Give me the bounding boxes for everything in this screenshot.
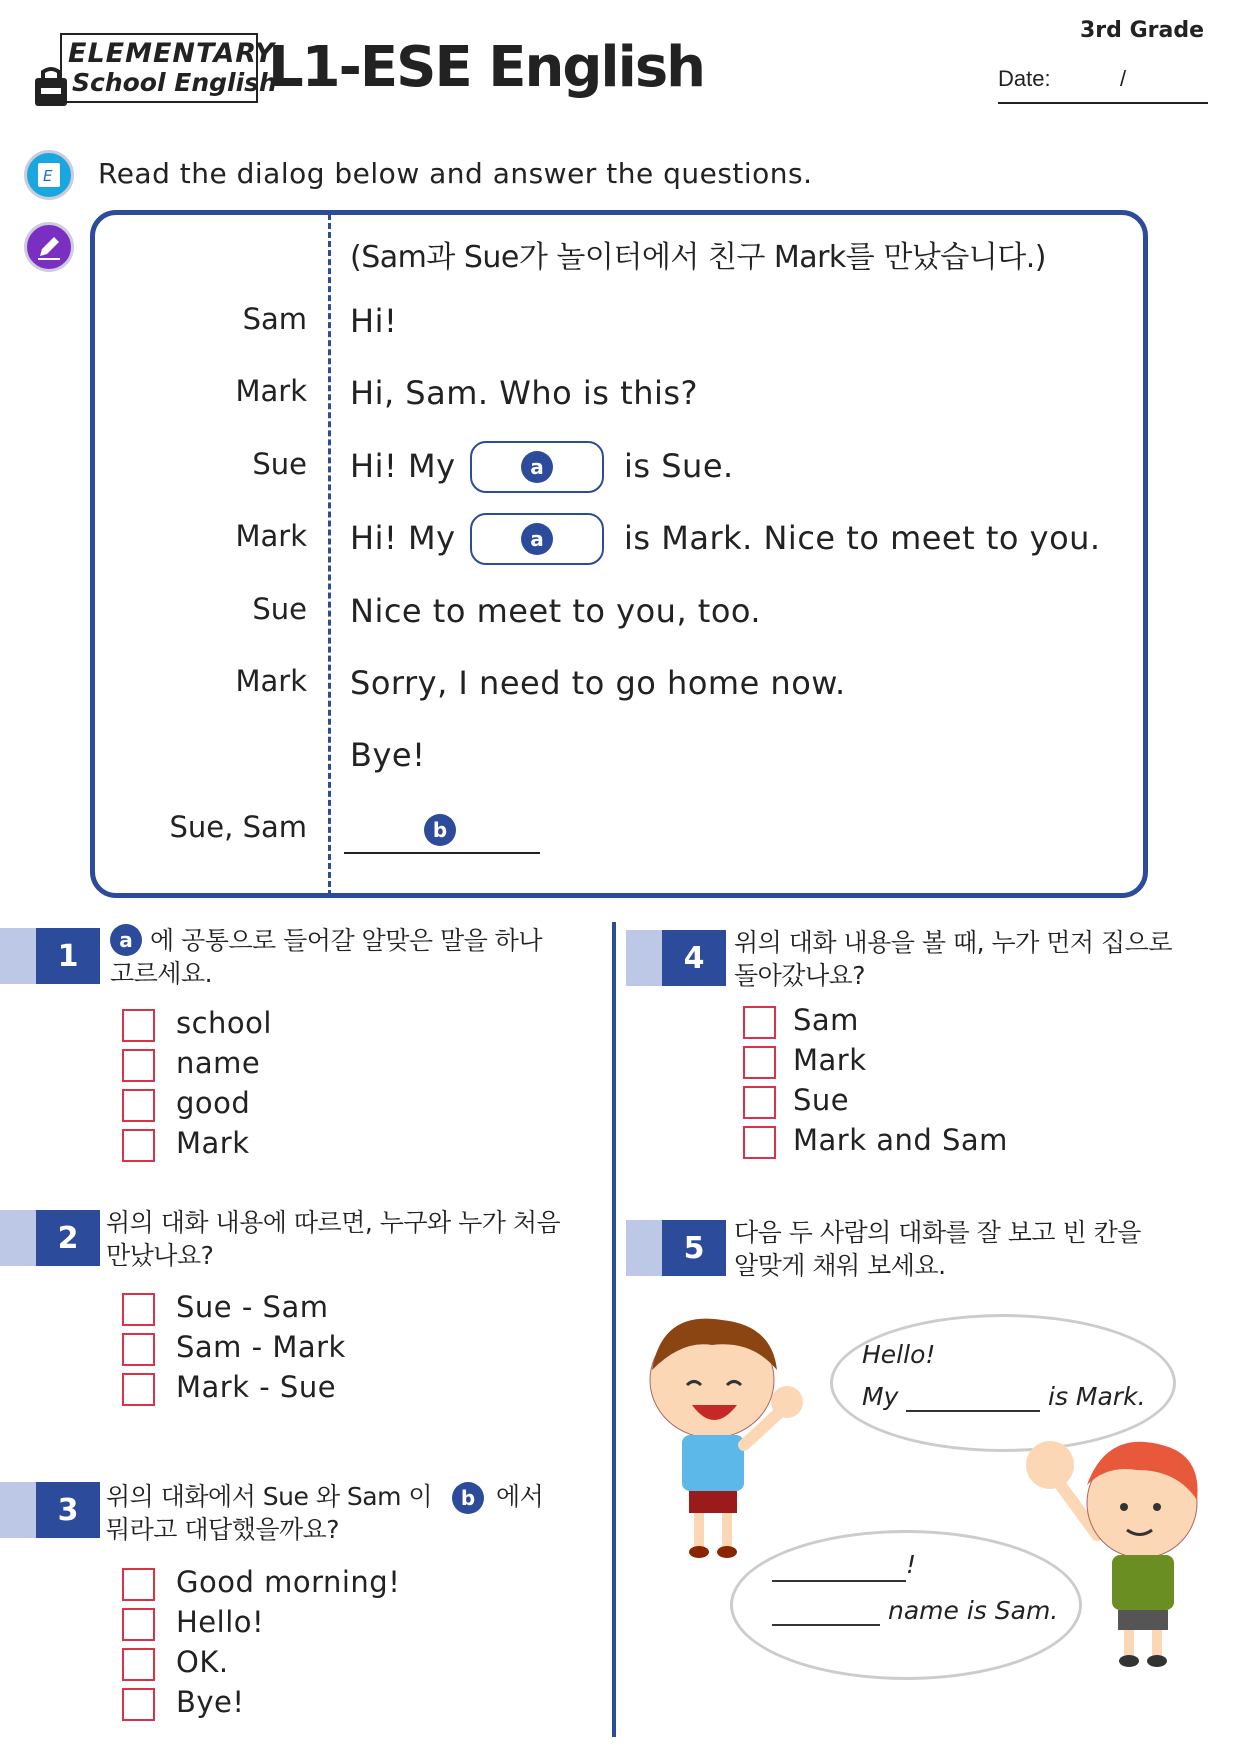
q3-badge-b: b	[452, 1482, 484, 1514]
dialog-line-2: Hi, Sam. Who is this?	[350, 374, 699, 412]
q4-checkbox-1[interactable]	[743, 1006, 776, 1039]
q2-text-line2: 만났나요?	[106, 1241, 214, 1270]
speaker-mark: Mark	[235, 664, 307, 698]
q4-bar	[626, 930, 662, 986]
dialog-line-5: Nice to meet to you, too.	[350, 592, 762, 630]
speaker-sue: Sue	[252, 592, 307, 626]
dialog-line-3-before: Hi! My	[350, 447, 456, 485]
q2-text-line1: 위의 대화 내용에 따르면, 누구와 누가 처음	[106, 1208, 561, 1237]
q2-option-2: Sam - Mark	[176, 1330, 346, 1364]
q1-option-2: name	[176, 1046, 261, 1080]
blank-b-line[interactable]	[344, 852, 540, 854]
q3-text-line2: 뭐라고 대답했을까요?	[106, 1515, 340, 1544]
q4-checkbox-4[interactable]	[743, 1126, 776, 1159]
bubble1-line1: Hello!	[862, 1340, 936, 1369]
q1-option-4: Mark	[176, 1126, 250, 1160]
logo-line-2: School English	[72, 68, 277, 97]
q4-checkbox-3[interactable]	[743, 1086, 776, 1119]
date-label: Date:	[998, 66, 1051, 91]
q3-checkbox-3[interactable]	[122, 1648, 155, 1681]
q1-badge-a: a	[110, 924, 142, 956]
date-slash: /	[1120, 66, 1127, 91]
q2-option-3: Mark - Sue	[176, 1370, 337, 1404]
pencil-icon	[24, 222, 74, 272]
q3-checkbox-2[interactable]	[122, 1608, 155, 1641]
q4-number: 4	[662, 930, 726, 986]
dialog-line-3-after: is Sue.	[624, 447, 734, 485]
school-bag-icon	[32, 66, 70, 108]
q3-text-line1a: 위의 대화에서 Sue 와 Sam 이	[106, 1482, 433, 1511]
q4-option-2: Mark	[793, 1043, 867, 1077]
q3-bar	[0, 1482, 36, 1538]
bubble1-blank[interactable]	[906, 1410, 1040, 1412]
q3-checkbox-4[interactable]	[122, 1688, 155, 1721]
q3-option-2: Hello!	[176, 1605, 265, 1639]
logo-line-1: ELEMENTARY	[68, 38, 276, 69]
q2-checkbox-2[interactable]	[122, 1333, 155, 1366]
q4-option-4: Mark and Sam	[793, 1123, 1008, 1157]
q3-number: 3	[36, 1482, 100, 1538]
q5-bar	[626, 1220, 662, 1276]
dialog-divider	[328, 214, 331, 896]
q2-checkbox-3[interactable]	[122, 1373, 155, 1406]
q5-text-line1: 다음 두 사람의 대화를 잘 보고 빈 칸을	[734, 1218, 1141, 1247]
dialog-line-6: Sorry, I need to go home now.	[350, 664, 846, 702]
bubble2-name-is-sam: name is Sam.	[888, 1596, 1059, 1625]
q2-checkbox-1[interactable]	[122, 1293, 155, 1326]
badge-b: b	[424, 814, 456, 846]
dialog-line-7: Bye!	[350, 736, 426, 774]
q3-text-line1b: 에서	[496, 1482, 544, 1511]
q4-option-1: Sam	[793, 1003, 859, 1037]
q1-text-line2: 고르세요.	[110, 959, 213, 988]
page-title: L1-ESE English	[268, 35, 705, 100]
svg-text:E: E	[43, 167, 53, 185]
bubble1-is-mark: is Mark.	[1048, 1382, 1146, 1411]
speaker-mark: Mark	[235, 374, 307, 408]
q4-text-line2: 돌아갔나요?	[734, 961, 866, 990]
q5-text-line2: 알맞게 채워 보세요.	[734, 1251, 946, 1280]
dialog-line-4-after: is Mark. Nice to meet to you.	[624, 519, 1101, 557]
grade-label: 3rd Grade	[1080, 18, 1204, 43]
speaker-sue-sam: Sue, Sam	[169, 810, 307, 844]
boy-sam-illustration	[1012, 1425, 1240, 1675]
bubble2-blank-1[interactable]	[772, 1580, 906, 1582]
q5-number: 5	[662, 1220, 726, 1276]
q1-option-3: good	[176, 1086, 251, 1120]
dialog-line-4-before: Hi! My	[350, 519, 456, 557]
q1-option-1: school	[176, 1006, 272, 1040]
badge-a: a	[521, 451, 553, 483]
q1-text-line1: 에 공통으로 들어갈 알맞은 말을 하나	[150, 926, 542, 955]
badge-a: a	[521, 523, 553, 555]
q1-number: 1	[36, 928, 100, 984]
dialog-scene: (Sam과 Sue가 놀이터에서 친구 Mark를 만났습니다.)	[350, 240, 1046, 275]
bubble2-blank-2[interactable]	[772, 1624, 880, 1626]
q3-option-3: OK.	[176, 1645, 229, 1679]
boy-mark-illustration	[632, 1310, 832, 1570]
q1-checkbox-1[interactable]	[122, 1009, 155, 1042]
q4-option-3: Sue	[793, 1083, 850, 1117]
q4-checkbox-2[interactable]	[743, 1046, 776, 1079]
column-divider	[612, 922, 616, 1737]
speaker-mark: Mark	[235, 519, 307, 553]
q2-bar	[0, 1210, 36, 1266]
speaker-sam: Sam	[242, 302, 307, 336]
q2-number: 2	[36, 1210, 100, 1266]
q1-checkbox-4[interactable]	[122, 1129, 155, 1162]
book-icon	[24, 150, 74, 200]
bubble2-exclaim: !	[906, 1550, 917, 1579]
q3-checkbox-1[interactable]	[122, 1568, 155, 1601]
instruction-text: Read the dialog below and answer the questions.	[98, 157, 813, 190]
speaker-sue: Sue	[252, 447, 307, 481]
dialog-line-1: Hi!	[350, 302, 398, 340]
q1-checkbox-2[interactable]	[122, 1049, 155, 1082]
q1-checkbox-3[interactable]	[122, 1089, 155, 1122]
q2-option-1: Sue - Sam	[176, 1290, 329, 1324]
q3-option-1: Good morning!	[176, 1565, 401, 1599]
q4-text-line1: 위의 대화 내용을 볼 때, 누가 먼저 집으로	[734, 928, 1172, 957]
q3-option-4: Bye!	[176, 1685, 245, 1719]
q1-bar	[0, 928, 36, 984]
bubble1-my: My	[862, 1382, 899, 1411]
date-line	[998, 102, 1208, 104]
